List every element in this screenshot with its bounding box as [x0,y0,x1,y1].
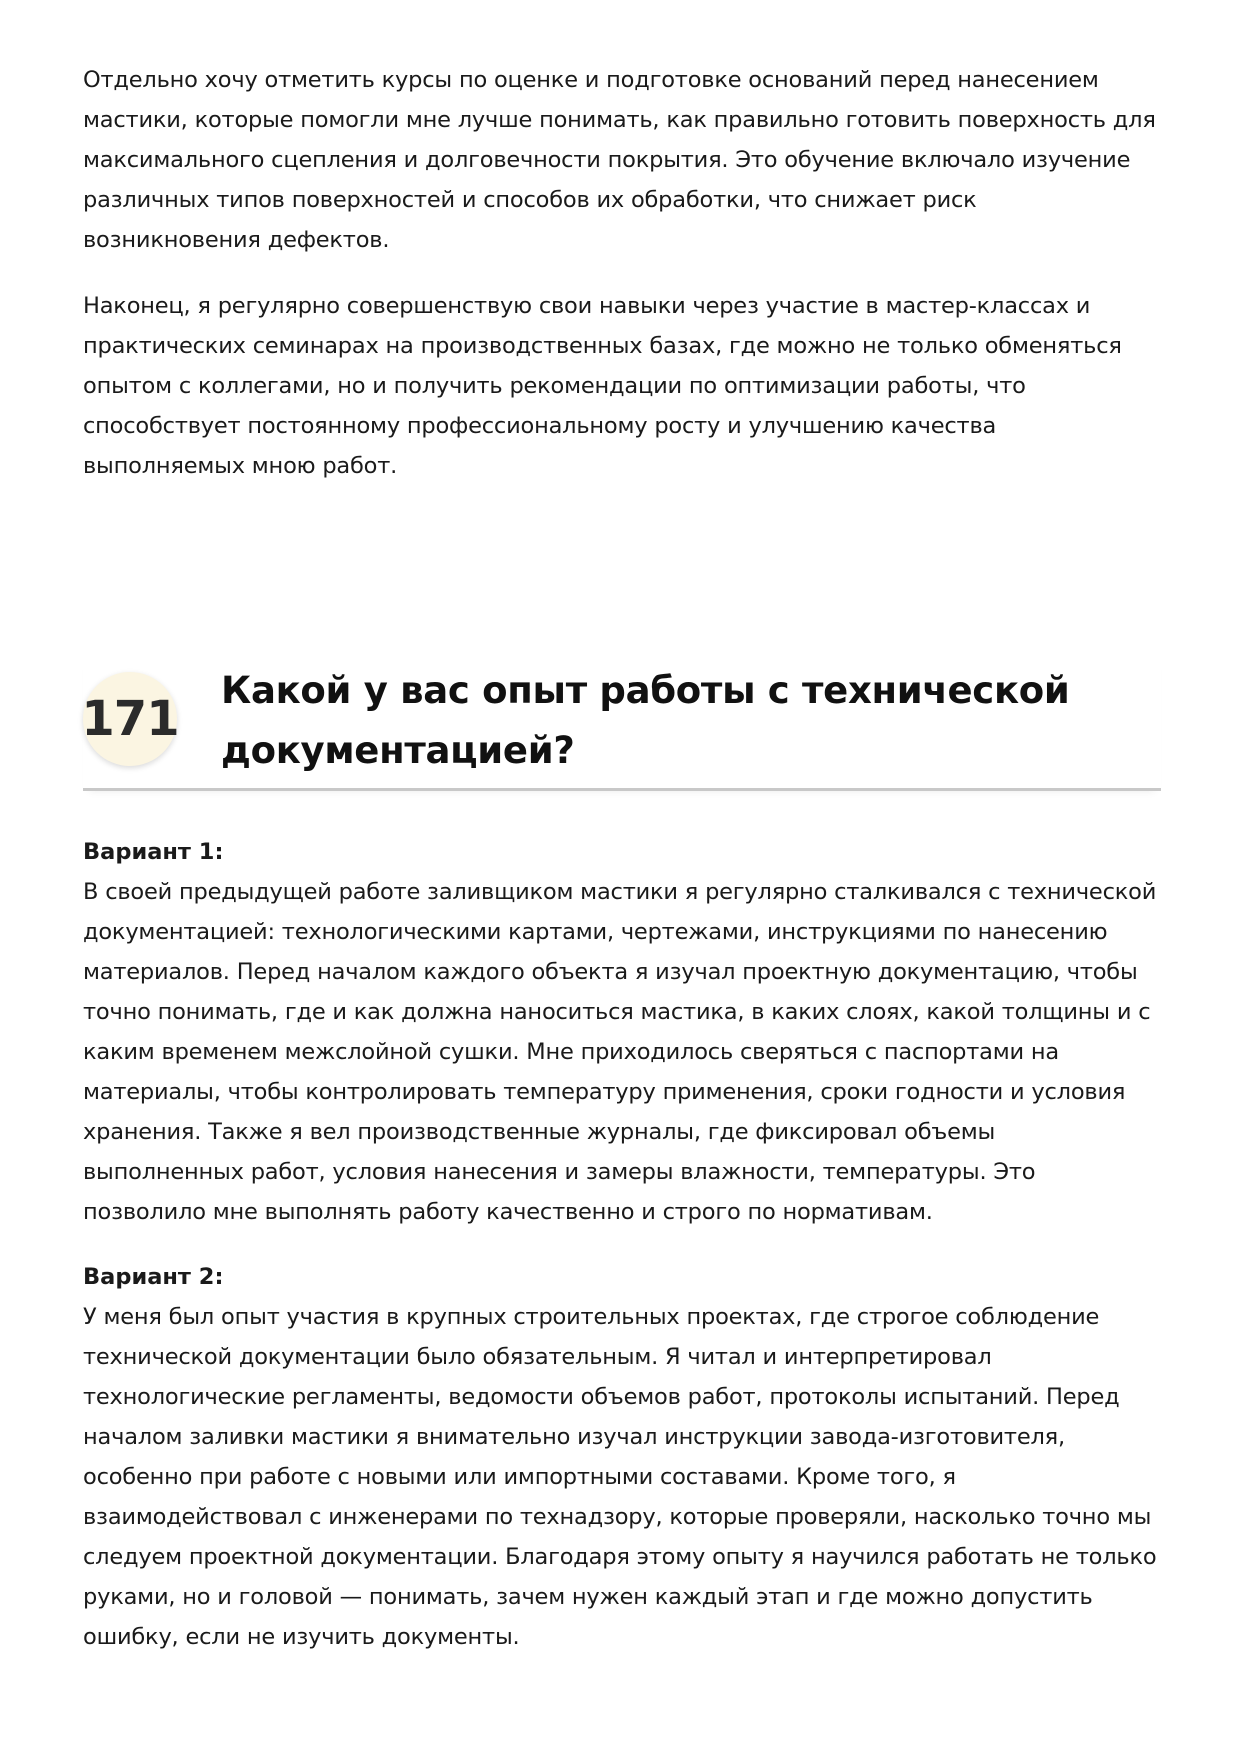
intro-paragraph-1: Отдельно хочу отметить курсы по оценке и подготовке оснований перед нанесением мастики, которые помогли мне лучше понимать, как правильно готовить поверхность для максимального сцепления и долговечности покрытия. Это обучение включало изучение различных типов поверхностей и способов их обработки, что снижает риск возникновения дефектов. [83,67,1156,253]
intro-section [83,60,1161,486]
variant-text: В своей предыдущей работе заливщиком мастики я регулярно сталкивался с технической документацией: технологическими картами, чертежами, инструкциями по нанесению материалов. Перед началом каждого объекта я изучал проектную документацию, чтобы точно понимать, где и как должна наноситься мастика, в каких слоях, какой толщины и с каким временем межслойной сушки. Мне приходилось сверяться с паспортами на материалы, чтобы контролировать температуру применения, сроки годности и условия хранения. Также я вел производственные журналы, где фиксировал объемы выполненных работ, условия нанесения и замеры влажности, температуры. Это позволило мне выполнять работу качественно и строго по нормативам. [83,879,1157,1225]
answer-variant-1 [83,832,1161,1232]
question-header [83,655,1161,791]
variant-text: У меня был опыт участия в крупных строительных проектах, где строгое соблюдение технической документации было обязательным. Я читал и интерпретировал технологические регламенты, ведомости объемов работ, протоколы испытаний. Перед началом заливки мастики я внимательно изучал инструкции завода-изготовителя, особенно при работе с новыми или импортными составами. Кроме того, я взаимодействовал с инженерами по технадзору, которые проверяли, насколько точно мы следуем проектной документации. Благодаря этому опыту я научился работать не только руками, но и головой — понимать, зачем нужен каждый этап и где можно допустить ошибку, если не изучить документы. [83,1304,1157,1650]
question-title: Какой у вас опыт работы с технической документацией? [221,669,1070,772]
answers-section [83,832,1161,1657]
answer-variant-2 [83,1257,1161,1657]
question-number-badge: 171 [83,672,177,766]
intro-paragraph-2: Наконец, я регулярно совершенствую свои навыки через участие в мастер-классах и практических семинарах на производственных базах, где можно не только обменяться опытом с коллегами, но и получить рекомендации по оптимизации работы, что способствует постоянному профессиональному росту и улучшению качества выполняемых мною работ. [83,293,1122,479]
variant-label: Вариант 1: [83,839,224,865]
variant-label: Вариант 2: [83,1264,224,1290]
